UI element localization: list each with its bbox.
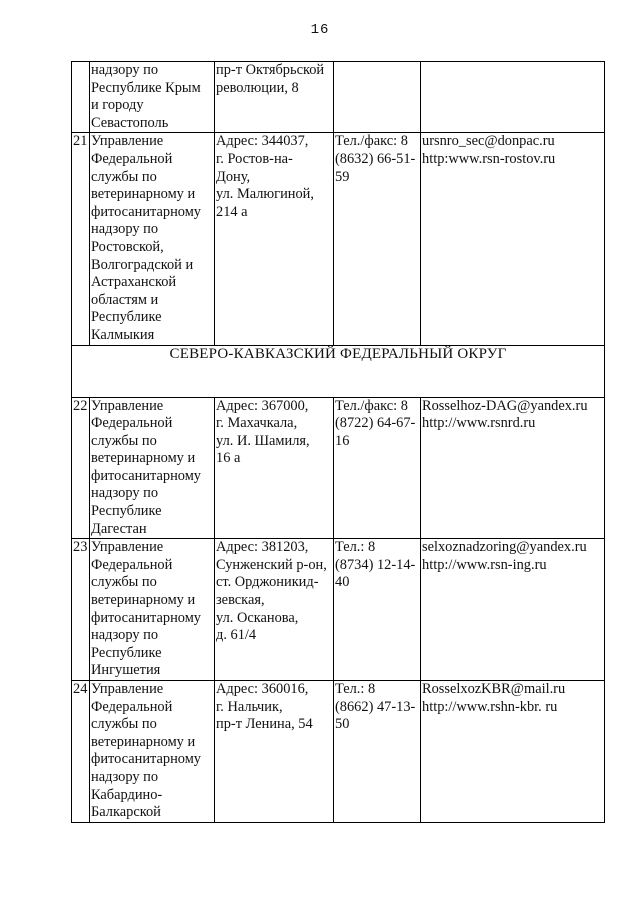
- phone-cell-line: (8662) 47-13-: [335, 698, 416, 715]
- organization-cell-line: Дагестан: [91, 520, 147, 537]
- organization-cell-line: Балкарской: [91, 804, 161, 821]
- organization-cell-line: Севастополь: [91, 114, 169, 131]
- organization-cell-line: надзору по: [91, 221, 159, 238]
- address-cell-line: ул. И. Шамиля,: [216, 432, 310, 449]
- address-cell: [215, 133, 334, 345]
- organization-cell-line: фитосанитарному: [91, 609, 202, 626]
- phone-cell-line: Тел.: 8: [335, 681, 376, 697]
- contacts-cell-line: Rosselhoz-DAG@yandex.ru: [422, 397, 588, 414]
- organization-cell: [90, 539, 215, 681]
- organization-cell-line: Кабардино-: [91, 786, 163, 803]
- phone-cell: [334, 62, 421, 133]
- organization-cell-line: Управление: [91, 539, 164, 556]
- row-number: [72, 62, 90, 133]
- organization-cell: [90, 681, 215, 823]
- contacts-cell-line: http://www.rshn-kbr. ru: [422, 698, 558, 715]
- address-cell-line: пр-т Ленина, 54: [216, 716, 313, 733]
- organization-cell-line: надзору по: [91, 627, 159, 644]
- address-cell-line: Дону,: [216, 168, 251, 185]
- contacts-cell: [421, 133, 605, 345]
- organization-cell-line: Волгоградской и: [91, 256, 194, 273]
- table-row: [72, 397, 605, 539]
- organization-cell-line: службы по: [91, 574, 157, 591]
- address-cell-line: Адрес: 381203,: [216, 539, 309, 556]
- organization-cell-line: службы по: [91, 432, 157, 449]
- organization-cell-line: фитосанитарному: [91, 751, 202, 768]
- row-number: 21: [72, 133, 90, 345]
- organization-cell-line: ветеринарному и: [91, 733, 196, 750]
- organization-cell-line: и городу: [91, 97, 144, 114]
- phone-cell-line: (8722) 64-67-: [335, 415, 416, 432]
- address-cell: [215, 681, 334, 823]
- phone-cell: [334, 539, 421, 681]
- phone-cell-line: 40: [335, 574, 350, 591]
- organization-cell-line: Федеральной: [91, 150, 173, 167]
- organization-cell-line: Управление: [91, 133, 164, 150]
- phone-cell-line: 16: [335, 432, 350, 449]
- organization-cell-line: Ингушетия: [91, 662, 161, 679]
- contacts-cell-line: http://www.rsn-ing.ru: [422, 556, 547, 573]
- row-number: 22: [72, 397, 90, 539]
- phone-cell-line: 50: [335, 716, 350, 733]
- phone-cell-line: Тел./факс: 8: [335, 133, 408, 150]
- contacts-cell-line: http://www.rsnrd.ru: [422, 415, 536, 432]
- organization-cell-line: Республике: [91, 309, 162, 326]
- contacts-cell: [421, 539, 605, 681]
- contacts-cell: [421, 62, 605, 133]
- organization-cell-line: Федеральной: [91, 415, 173, 432]
- phone-cell-line: (8734) 12-14-: [335, 556, 416, 573]
- address-cell: [215, 397, 334, 539]
- organization-cell-line: ветеринарному и: [91, 592, 196, 609]
- address-cell: [215, 539, 334, 681]
- contacts-cell-line: http:www.rsn-rostov.ru: [422, 150, 556, 167]
- address-cell-line: г. Ростов-на-: [216, 150, 293, 167]
- phone-cell-line: Тел.: 8: [335, 539, 376, 556]
- address-cell-line: Адрес: 367000,: [216, 397, 309, 414]
- page-number: 16: [310, 22, 330, 38]
- table-row: [72, 62, 605, 133]
- organization-cell-line: Республике: [91, 503, 162, 520]
- organization-cell-line: службы по: [91, 716, 157, 733]
- organization-cell-line: Калмыкия: [91, 326, 155, 343]
- address-cell-line: пр-т Октябрьской: [216, 62, 325, 78]
- address-cell-line: г. Махачкала,: [216, 415, 298, 432]
- table-row: [72, 539, 605, 681]
- address-cell-line: революции, 8: [216, 79, 299, 96]
- contacts-cell-line: ursnro_sec@donpac.ru: [422, 133, 555, 150]
- address-cell-line: д. 61/4: [216, 627, 257, 644]
- organization-cell-line: фитосанитарному: [91, 467, 202, 484]
- organization-cell-line: Федеральной: [91, 556, 173, 573]
- organization-cell-line: службы по: [91, 168, 157, 185]
- phone-cell-line: Тел./факс: 8: [335, 397, 408, 414]
- region-header-row: [72, 345, 605, 397]
- organization-cell-line: Управление: [91, 681, 164, 697]
- table-row: [72, 681, 605, 823]
- organization-cell: [90, 62, 215, 133]
- organization-cell-line: областям и: [91, 291, 159, 308]
- phone-cell: [334, 681, 421, 823]
- row-number: 23: [72, 539, 90, 681]
- organization-cell-line: фитосанитарному: [91, 203, 202, 220]
- address-cell-line: Сунженский р-он,: [216, 556, 327, 573]
- organization-cell-line: Ростовской,: [91, 238, 164, 255]
- organization-cell-line: ветеринарному и: [91, 450, 196, 467]
- organization-cell-line: Федеральной: [91, 698, 173, 715]
- address-cell-line: зевская,: [216, 592, 265, 609]
- row-number: 24: [72, 681, 90, 823]
- address-cell-line: Адрес: 360016,: [216, 681, 309, 697]
- organization-cell: [90, 133, 215, 345]
- address-cell-line: ул. Малюгиной,: [216, 186, 314, 203]
- contacts-cell: [421, 681, 605, 823]
- phone-cell: [334, 397, 421, 539]
- address-cell-line: г. Нальчик,: [216, 698, 283, 715]
- address-cell-line: ул. Осканова,: [216, 609, 299, 626]
- address-cell-line: 214 а: [216, 203, 248, 220]
- contacts-cell-line: RosselxozKBR@mail.ru: [422, 681, 566, 697]
- organization-cell-line: Управление: [91, 397, 164, 414]
- address-cell-line: Адрес: 344037,: [216, 133, 309, 150]
- organization-cell: [90, 397, 215, 539]
- organization-cell-line: надзору по: [91, 485, 159, 502]
- organization-cell-line: надзору по: [91, 768, 159, 785]
- address-cell-line: ст. Орджоникид-: [216, 574, 319, 591]
- organization-cell-line: Республике Крым: [91, 79, 201, 96]
- organization-cell-line: надзору по: [91, 62, 159, 78]
- contacts-cell: [421, 397, 605, 539]
- table-row: [72, 133, 605, 345]
- organization-cell-line: Республике: [91, 644, 162, 661]
- directory-table: [71, 61, 605, 823]
- phone-cell: [334, 133, 421, 345]
- phone-cell-line: 59: [335, 168, 350, 185]
- organization-cell-line: ветеринарному и: [91, 186, 196, 203]
- phone-cell-line: (8632) 66-51-: [335, 150, 416, 167]
- region-header: СЕВЕРО-КАВКАЗСКИЙ ФЕДЕРАЛЬНЫЙ ОКРУГ: [72, 345, 605, 397]
- address-cell-line: 16 а: [216, 450, 241, 467]
- organization-cell-line: Астраханской: [91, 274, 177, 291]
- contacts-cell-line: selxoznadzoring@yandex.ru: [422, 539, 587, 556]
- address-cell: [215, 62, 334, 133]
